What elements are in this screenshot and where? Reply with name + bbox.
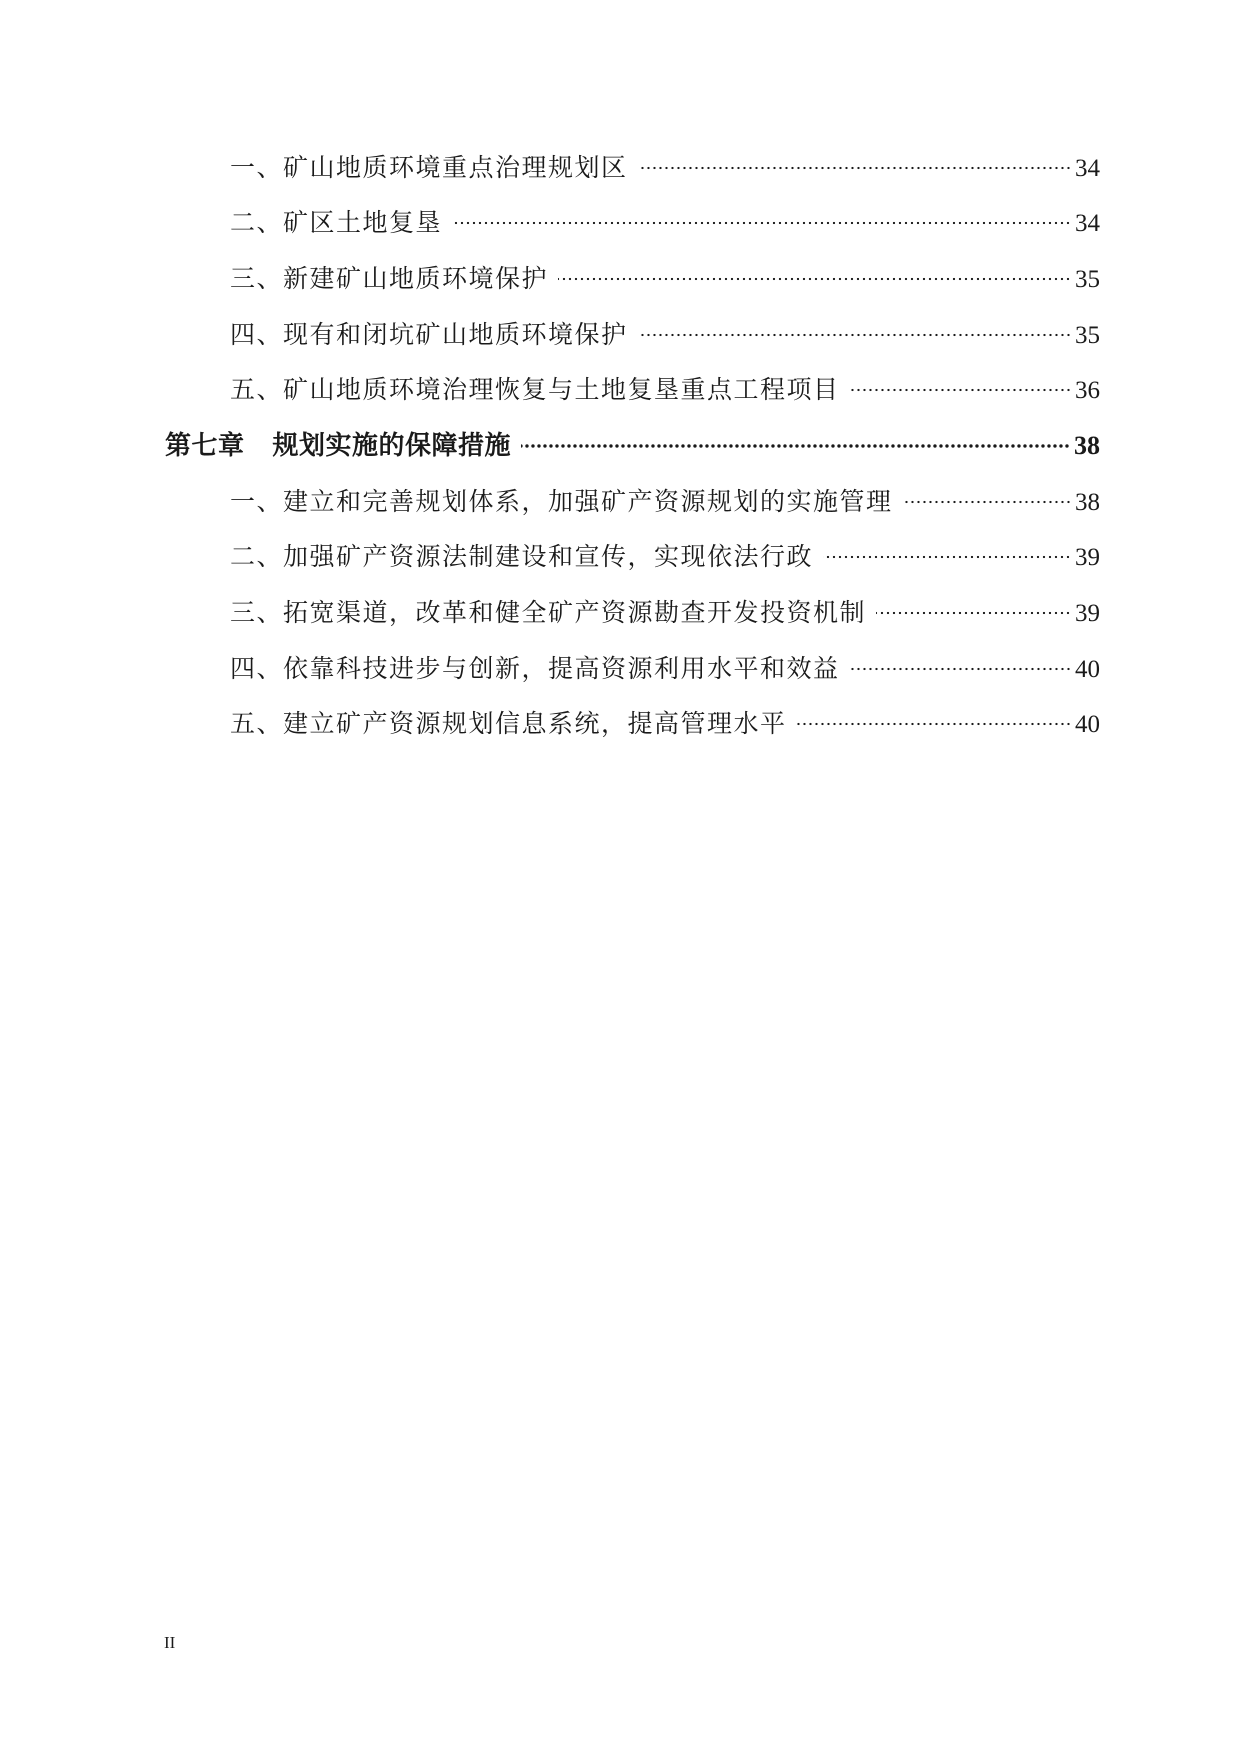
dot-leader bbox=[521, 444, 1070, 448]
toc-entry[interactable] bbox=[230, 540, 1100, 574]
toc-page-number: 39 bbox=[1075, 544, 1100, 571]
toc-page-number: 40 bbox=[1075, 711, 1100, 738]
dot-leader bbox=[638, 333, 1071, 337]
toc-entry-title: 四、现有和闭坑矿山地质环境保护 bbox=[230, 320, 628, 349]
dot-leader bbox=[638, 166, 1071, 170]
toc-entry[interactable] bbox=[230, 596, 1100, 630]
toc-page-number: 40 bbox=[1075, 656, 1100, 683]
dot-leader bbox=[850, 388, 1071, 392]
toc-entry-title: 一、建立和完善规划体系，加强矿产资源规划的实施管理 bbox=[230, 487, 893, 516]
dot-leader bbox=[823, 555, 1071, 559]
footer-page-number: II bbox=[164, 1633, 176, 1652]
toc-page-number: 35 bbox=[1075, 322, 1100, 349]
dot-leader bbox=[797, 722, 1071, 726]
toc-page-number: 35 bbox=[1075, 266, 1100, 293]
toc-page-number: 39 bbox=[1075, 600, 1100, 627]
toc-page-number: 38 bbox=[1074, 431, 1100, 460]
toc-entry-title: 一、矿山地质环境重点治理规划区 bbox=[230, 153, 628, 182]
dot-leader bbox=[850, 667, 1071, 671]
toc-page-number: 34 bbox=[1075, 210, 1100, 237]
toc-entry-title: 二、加强矿产资源法制建设和宣传，实现依法行政 bbox=[230, 542, 814, 571]
toc-page-number: 38 bbox=[1075, 489, 1100, 516]
dot-leader bbox=[903, 500, 1071, 504]
dot-leader bbox=[876, 611, 1071, 615]
toc-entry[interactable] bbox=[230, 262, 1100, 296]
chapter-number: 第七章 bbox=[165, 431, 245, 461]
dot-leader bbox=[558, 277, 1071, 281]
dot-leader bbox=[452, 221, 1071, 225]
toc-entry[interactable] bbox=[230, 318, 1100, 352]
toc-entry-title: 三、拓宽渠道，改革和健全矿产资源勘查开发投资机制 bbox=[230, 598, 867, 627]
toc-entry-title: 三、新建矿山地质环境保护 bbox=[230, 264, 549, 293]
toc-entry-title: 五、矿山地质环境治理恢复与土地复垦重点工程项目 bbox=[230, 375, 840, 404]
toc-entry[interactable] bbox=[230, 652, 1100, 686]
chapter-title: 规划实施的保障措施 bbox=[272, 431, 512, 461]
toc-entry[interactable] bbox=[230, 485, 1100, 519]
toc-entry[interactable] bbox=[230, 206, 1100, 240]
toc-entry[interactable] bbox=[230, 373, 1100, 407]
toc-entry-title: 二、矿区土地复垦 bbox=[230, 208, 443, 237]
toc-entry[interactable] bbox=[230, 151, 1100, 185]
toc-entry[interactable] bbox=[230, 707, 1100, 741]
toc-entry-title: 五、建立矿产资源规划信息系统，提高管理水平 bbox=[230, 709, 787, 738]
toc-chapter-entry[interactable] bbox=[165, 429, 1100, 463]
toc-entry-title: 四、依靠科技进步与创新，提高资源利用水平和效益 bbox=[230, 654, 840, 683]
toc-page-number: 36 bbox=[1075, 377, 1100, 404]
toc-page-number: 34 bbox=[1075, 155, 1100, 182]
